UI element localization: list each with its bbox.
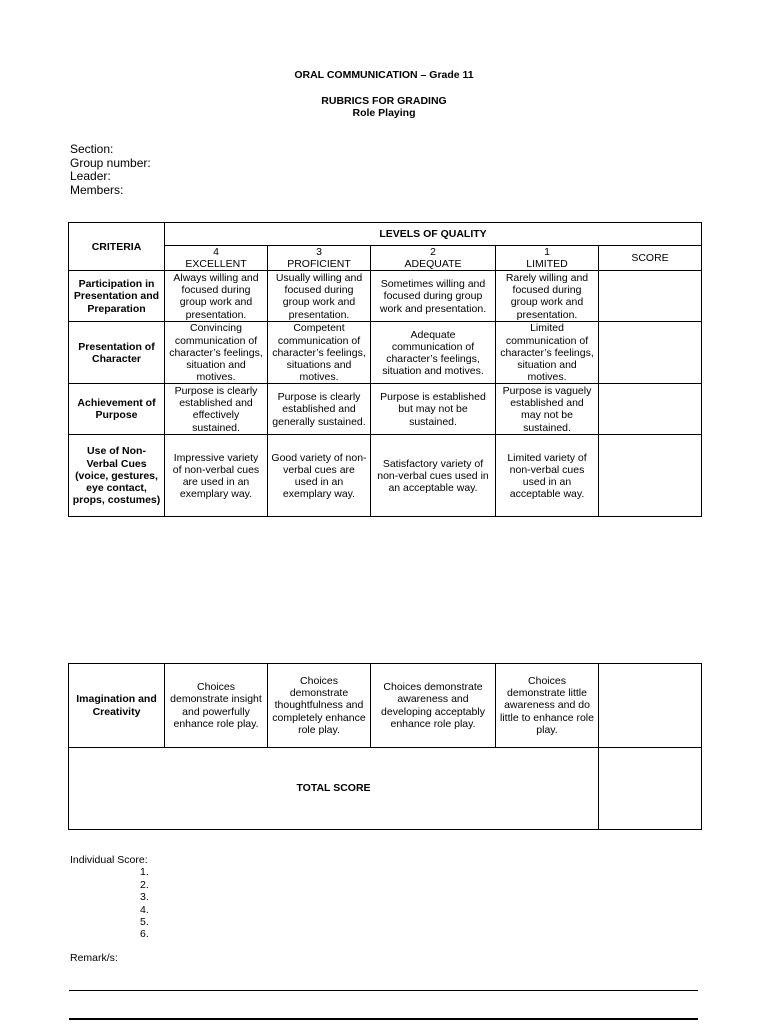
rubric-cell: Usually willing and focused during group work and presentation. xyxy=(268,271,371,322)
level-points: 4 xyxy=(213,246,219,258)
rubric-cell: Choices demonstrate awareness and developing acceptably enhance role play. xyxy=(371,664,496,748)
criterion-cell: Presentation of Character xyxy=(69,322,165,384)
list-item: 2. xyxy=(140,878,149,891)
list-item: 6. xyxy=(140,928,149,941)
remarks-line xyxy=(69,990,698,991)
list-item: 4. xyxy=(140,903,149,916)
leader-field: Leader: xyxy=(70,169,111,183)
rubric-cell: Limited variety of non-verbal cues used in an acceptable way. xyxy=(496,435,599,517)
rubric-cell: Purpose is clearly established and generally sustained. xyxy=(268,384,371,435)
level-name: PROFICIENT xyxy=(287,258,351,271)
section-field: Section: xyxy=(70,142,114,156)
criterion-cell: Imagination and Creativity xyxy=(69,664,165,748)
levels-header: LEVELS OF QUALITY xyxy=(165,223,702,246)
individual-score xyxy=(70,854,149,941)
individual-score-list xyxy=(70,866,149,940)
members-field: Members: xyxy=(70,182,124,197)
criterion-cell: Use of Non-Verbal Cues (voice, gestures, eye contact, props, costumes) xyxy=(69,435,165,517)
level-header xyxy=(165,246,268,271)
list-item: 3. xyxy=(140,891,149,904)
rubric-cell: Choices demonstrate thoughtfulness and completely enhance role play. xyxy=(268,664,371,748)
rubric-cell: Always willing and focused during group work and presentation. xyxy=(165,271,268,322)
rubric-table-continued xyxy=(68,663,702,830)
rubric-cell: Purpose is vaguely established and may not be sustained. xyxy=(496,384,599,435)
list-item: 5. xyxy=(140,916,149,929)
level-points: 1 xyxy=(544,246,550,258)
rubric-table xyxy=(68,222,702,517)
rubric-cell: Choices demonstrate insight and powerfully enhance role play. xyxy=(165,664,268,748)
score-cell[interactable] xyxy=(599,435,702,517)
score-cell[interactable] xyxy=(599,322,702,384)
rubric-cell: Purpose is clearly established and effectively sustained. xyxy=(165,384,268,435)
rubric-cell: Good variety of non-verbal cues are used in an exemplary way. xyxy=(268,435,371,517)
rubric-cell: Purpose is established but may not be sustained. xyxy=(371,384,496,435)
table-row xyxy=(69,435,702,517)
list-item: 1. xyxy=(140,866,149,879)
group-info xyxy=(70,143,151,197)
rubric-title: RUBRICS FOR GRADING xyxy=(321,95,447,107)
table-row xyxy=(69,384,702,435)
level-points: 2 xyxy=(430,246,436,258)
rubric-cell: Choices demonstrate little awareness and do little to enhance role play. xyxy=(496,664,599,748)
level-header xyxy=(371,246,496,271)
rubric-cell: Convincing communication of character’s feelings, situation and motives. xyxy=(165,322,268,384)
table-row xyxy=(69,322,702,384)
score-cell[interactable] xyxy=(599,271,702,322)
level-name: ADEQUATE xyxy=(404,258,462,271)
criteria-header: CRITERIA xyxy=(69,223,165,271)
score-cell[interactable] xyxy=(599,664,702,748)
remarks-label: Remark/s: xyxy=(70,952,118,964)
rubric-cell: Competent communication of character’s feelings, situations and motives. xyxy=(268,322,371,384)
group-number-field: Group number: xyxy=(70,155,151,170)
table-row xyxy=(69,271,702,322)
individual-score-label: Individual Score: xyxy=(70,854,148,866)
remarks-line xyxy=(69,1018,698,1020)
total-score-row xyxy=(69,748,702,830)
rubric-cell: Limited communication of character’s feelings, situation and motives. xyxy=(496,322,599,384)
level-name: LIMITED xyxy=(526,258,568,271)
level-header xyxy=(496,246,599,271)
activity-title: Role Playing xyxy=(352,107,416,119)
score-header: SCORE xyxy=(599,246,702,271)
score-cell[interactable] xyxy=(599,384,702,435)
criterion-cell: Participation in Presentation and Preparation xyxy=(69,271,165,322)
course-title: ORAL COMMUNICATION – Grade 11 xyxy=(294,69,474,81)
rubric-cell: Satisfactory variety of non-verbal cues used in an acceptable way. xyxy=(371,435,496,517)
rubric-cell: Sometimes willing and focused during group work and presentation. xyxy=(371,271,496,322)
rubric-cell: Rarely willing and focused during group work and presentation. xyxy=(496,271,599,322)
rubric-cell: Impressive variety of non-verbal cues are used in an exemplary way. xyxy=(165,435,268,517)
level-header xyxy=(268,246,371,271)
total-score-label: TOTAL SCORE xyxy=(69,748,599,830)
criterion-cell: Achievement of Purpose xyxy=(69,384,165,435)
rubric-cell: Adequate communication of character’s feelings, situation and motives. xyxy=(371,322,496,384)
table-row xyxy=(69,664,702,748)
level-points: 3 xyxy=(316,246,322,258)
total-score-cell[interactable] xyxy=(599,748,702,830)
level-name: EXCELLENT xyxy=(185,258,247,271)
